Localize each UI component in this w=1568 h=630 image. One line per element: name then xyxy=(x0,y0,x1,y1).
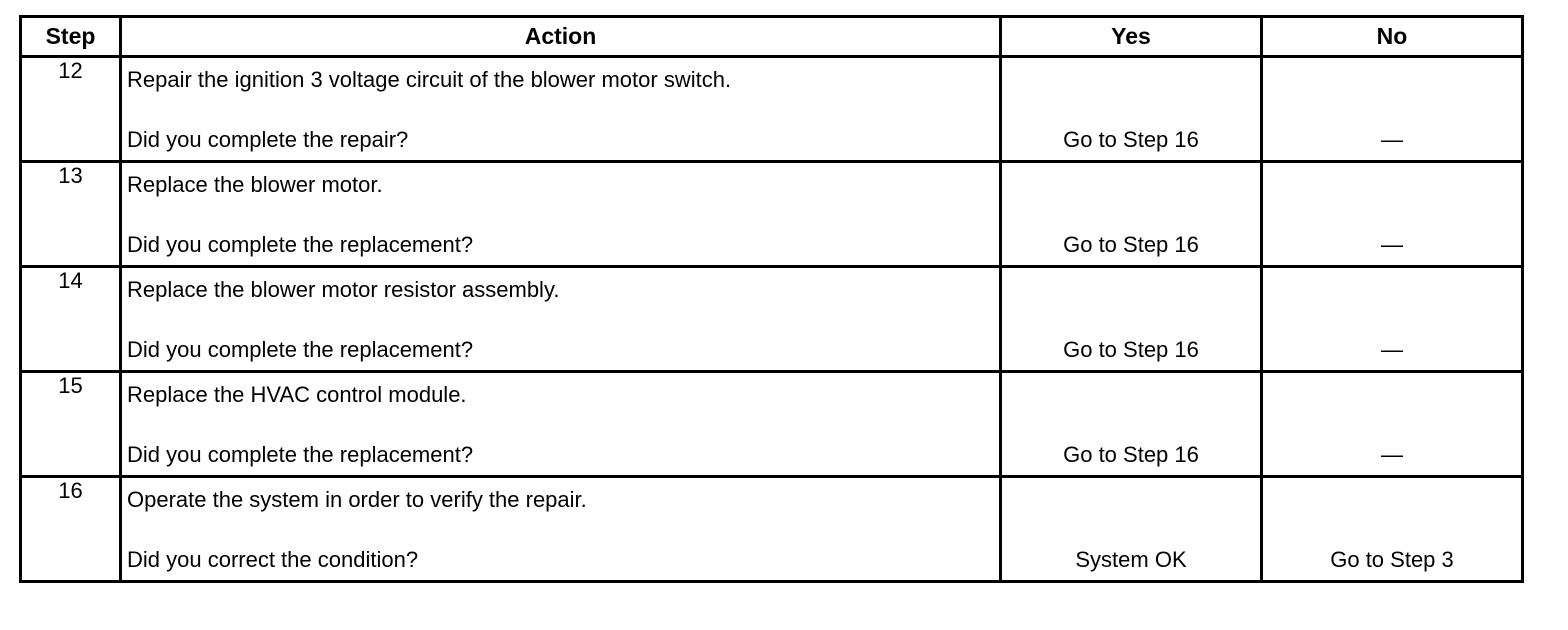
action-text: Replace the blower motor resistor assembly. xyxy=(127,277,560,302)
no-result: — xyxy=(1381,127,1403,152)
action-cell xyxy=(121,57,1001,162)
yes-cell xyxy=(1001,372,1262,477)
action-question: Did you complete the replacement? xyxy=(127,442,474,467)
diagnostic-table xyxy=(19,15,1524,583)
action-question: Did you correct the condition? xyxy=(127,547,419,572)
action-cell xyxy=(121,477,1001,582)
no-result: — xyxy=(1381,442,1403,467)
no-cell xyxy=(1262,57,1523,162)
yes-cell xyxy=(1001,57,1262,162)
action-text: Replace the HVAC control module. xyxy=(127,382,467,407)
yes-result: Go to Step 16 xyxy=(1063,232,1199,257)
yes-cell xyxy=(1001,267,1262,372)
header-action: Action xyxy=(121,17,1001,57)
step-number: 15 xyxy=(21,372,121,477)
action-question: Did you complete the replacement? xyxy=(127,337,474,362)
header-no: No xyxy=(1262,17,1523,57)
yes-cell xyxy=(1001,477,1262,582)
no-cell xyxy=(1262,477,1523,582)
action-cell xyxy=(121,372,1001,477)
action-cell xyxy=(121,267,1001,372)
table-row xyxy=(21,372,1523,477)
header-step: Step xyxy=(21,17,121,57)
no-cell xyxy=(1262,372,1523,477)
table-row xyxy=(21,162,1523,267)
step-number: 13 xyxy=(21,162,121,267)
no-cell xyxy=(1262,162,1523,267)
table-header-row xyxy=(21,17,1523,57)
yes-result: Go to Step 16 xyxy=(1063,127,1199,152)
no-result: — xyxy=(1381,232,1403,257)
no-cell xyxy=(1262,267,1523,372)
step-number: 14 xyxy=(21,267,121,372)
action-question: Did you complete the replacement? xyxy=(127,232,474,257)
action-cell xyxy=(121,162,1001,267)
table-row xyxy=(21,267,1523,372)
action-text: Replace the blower motor. xyxy=(127,172,383,197)
action-text: Repair the ignition 3 voltage circuit of the blower motor switch. xyxy=(127,67,732,92)
table-row xyxy=(21,477,1523,582)
yes-result: System OK xyxy=(1075,547,1187,572)
action-text: Operate the system in order to verify the repair. xyxy=(127,487,587,512)
step-number: 16 xyxy=(21,477,121,582)
action-question: Did you complete the repair? xyxy=(127,127,409,152)
no-result: Go to Step 3 xyxy=(1330,547,1454,572)
header-yes: Yes xyxy=(1001,17,1262,57)
yes-cell xyxy=(1001,162,1262,267)
table-row xyxy=(21,57,1523,162)
diagnostic-table-wrapper xyxy=(19,15,1524,583)
no-result: — xyxy=(1381,337,1403,362)
yes-result: Go to Step 16 xyxy=(1063,337,1199,362)
step-number: 12 xyxy=(21,57,121,162)
yes-result: Go to Step 16 xyxy=(1063,442,1199,467)
